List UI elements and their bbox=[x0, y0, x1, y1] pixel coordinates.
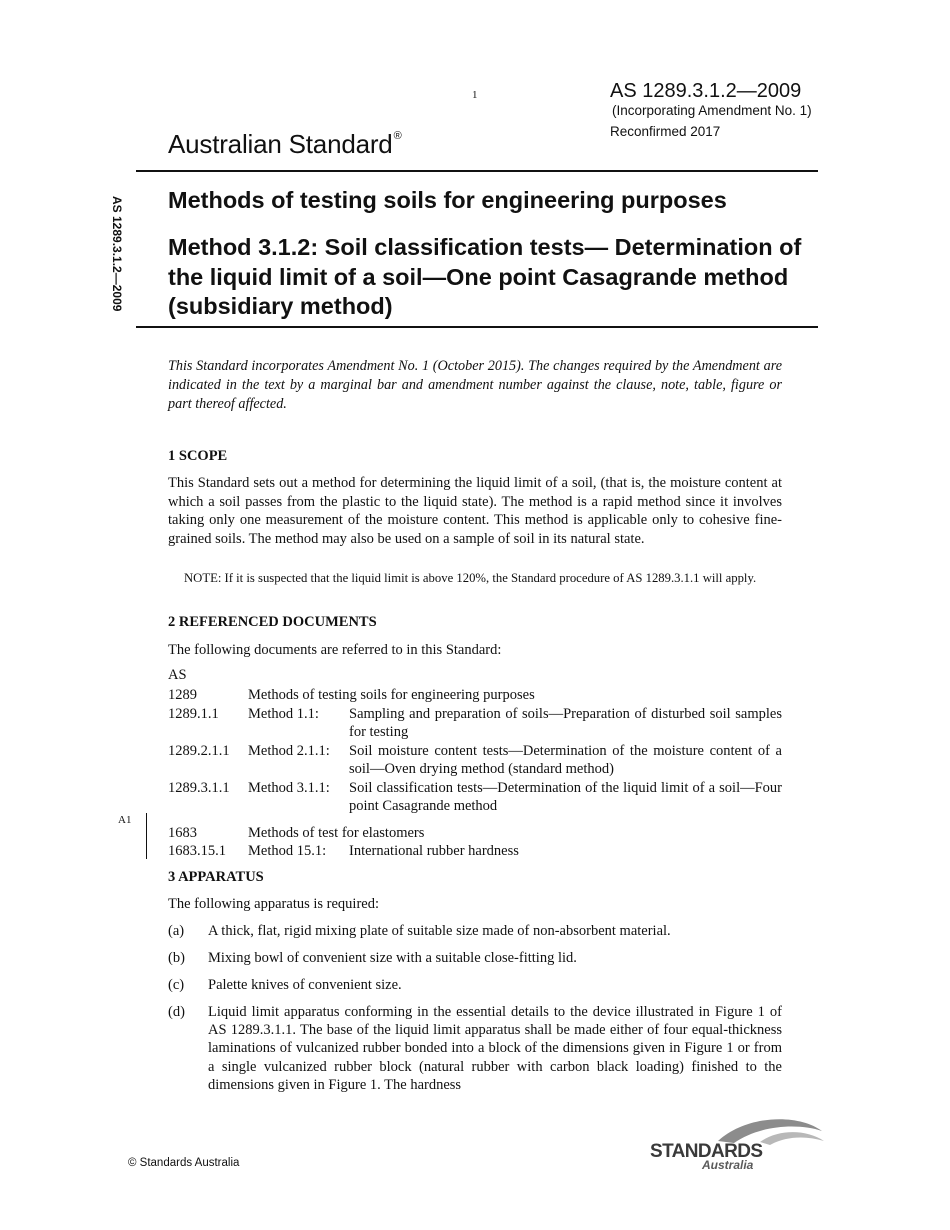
reference-row bbox=[168, 742, 782, 779]
section-heading-apparatus: 3 APPARATUS bbox=[168, 869, 264, 885]
item-letter: (a) bbox=[168, 923, 185, 939]
apparatus-item bbox=[168, 922, 782, 940]
reference-method: Method 1.1: bbox=[248, 705, 319, 722]
reference-number: 1289 bbox=[168, 687, 197, 703]
amendment-margin-bar bbox=[146, 813, 147, 859]
apparatus-item bbox=[168, 976, 782, 994]
reference-number: 1289.1.1 bbox=[168, 705, 219, 722]
reference-row bbox=[168, 824, 782, 842]
reference-method: Method 15.1: bbox=[248, 843, 327, 860]
logo-word: STANDARDS bbox=[650, 1141, 763, 1162]
reference-method: Method 2.1.1: bbox=[248, 742, 330, 759]
references-intro: The following documents are referred to in this Standard: bbox=[168, 642, 502, 658]
item-text: A thick, flat, rigid mixing plate of suitable size made of non-absorbent material. bbox=[208, 923, 671, 939]
apparatus-intro: The following apparatus is required: bbox=[168, 896, 379, 912]
standards-australia-swoosh-icon bbox=[648, 1115, 826, 1171]
reference-number: 1289.3.1.1 bbox=[168, 779, 230, 796]
reference-row bbox=[168, 842, 782, 860]
reference-title: Sampling and preparation of soils—Preparation of disturbed soil samples for testing bbox=[349, 705, 782, 741]
side-standard-code: AS 1289.3.1.2—2009 bbox=[110, 196, 124, 312]
reconfirmed-date: Reconfirmed 2017 bbox=[610, 124, 721, 139]
page-number: 1 bbox=[472, 89, 478, 101]
item-text: Mixing bowl of convenient size with a suitable close-fitting lid. bbox=[208, 950, 577, 966]
method-title: Method 3.1.2: Soil classification tests— Determination of the liquid limit of a soil—One point Casagrande method (subsidiary method) bbox=[168, 234, 802, 319]
reference-row bbox=[168, 686, 782, 704]
title-rule-bottom bbox=[136, 326, 818, 328]
reference-title: International rubber hardness bbox=[349, 843, 519, 860]
item-letter: (b) bbox=[168, 950, 185, 966]
title-rule-top bbox=[136, 170, 818, 172]
section-heading-referenced-documents: 2 REFERENCED DOCUMENTS bbox=[168, 614, 377, 630]
reference-title: Soil moisture content tests—Determination of the moisture content of a soil—Oven drying method (standard method) bbox=[349, 742, 782, 778]
reference-method: Method 3.1.1: bbox=[248, 779, 330, 796]
item-text: Palette knives of convenient size. bbox=[208, 977, 402, 993]
item-letter: (d) bbox=[168, 1004, 185, 1020]
reference-row bbox=[168, 779, 782, 816]
standard-code: AS 1289.3.1.2—2009 bbox=[610, 80, 802, 102]
item-text: Liquid limit apparatus conforming in the essential details to the device illustrated in Figure 1 of AS 1289.3.1.1. The base of the liquid limit apparatus shall be made either of four equal-thickness laminations of vulcanized rubber bonded into a block of the dimensions given in Figure 1 or from a single vulcanized rubber block (natural rubber with carbon black loading) finished to the dimensions given in Figure 1. The hardness bbox=[208, 1004, 782, 1093]
standards-australia-logo bbox=[648, 1115, 826, 1171]
reference-number: 1683.15.1 bbox=[168, 843, 226, 860]
apparatus-item bbox=[168, 1003, 782, 1094]
scope-note: NOTE: If it is suspected that the liquid limit is above 120%, the Standard procedure of AS 1289.3.1.1 will apply. bbox=[184, 571, 757, 585]
series-title: Methods of testing soils for engineering purposes bbox=[168, 187, 727, 213]
reference-title: Methods of testing soils for engineering purposes bbox=[248, 687, 535, 703]
logo-subtitle: Australia bbox=[702, 1158, 754, 1171]
references-list bbox=[168, 686, 782, 861]
scope-paragraph: This Standard sets out a method for determining the liquid limit of a soil, (that is, the moisture content at which a soil passes from the plastic to the liquid state). The method is a rapid method since it involves taking only one measurement of the moisture content. This method is applicable only to cohesive fine-grained soils. The method may also be used on a sample of soil in its natural state. bbox=[168, 475, 782, 547]
reference-number: 1289.2.1.1 bbox=[168, 742, 230, 759]
reference-number: 1683 bbox=[168, 824, 197, 841]
section-heading-scope: 1 SCOPE bbox=[168, 448, 228, 464]
item-letter: (c) bbox=[168, 977, 185, 993]
reference-title: Methods of test for elastomers bbox=[248, 824, 425, 841]
reference-row bbox=[168, 705, 782, 742]
reference-title: Soil classification tests—Determination of the liquid limit of a soil—Four point Casagrande method bbox=[349, 779, 782, 815]
brand-text: Australian Standard bbox=[168, 129, 393, 159]
incorporating-amendment: (Incorporating Amendment No. 1) bbox=[612, 103, 812, 118]
amendment-note: This Standard incorporates Amendment No. 1 (October 2015). The changes required by the Amendment are indicated in the text by a marginal bar and amendment number against the clause, note, table, figure or part thereof affected. bbox=[168, 358, 782, 412]
registered-mark: ® bbox=[393, 130, 402, 142]
copyright-notice: © Standards Australia bbox=[128, 1157, 240, 1169]
brand-title bbox=[168, 129, 401, 160]
apparatus-item bbox=[168, 949, 782, 967]
amendment-marker: A1 bbox=[118, 814, 132, 826]
references-group-label: AS bbox=[168, 667, 187, 683]
